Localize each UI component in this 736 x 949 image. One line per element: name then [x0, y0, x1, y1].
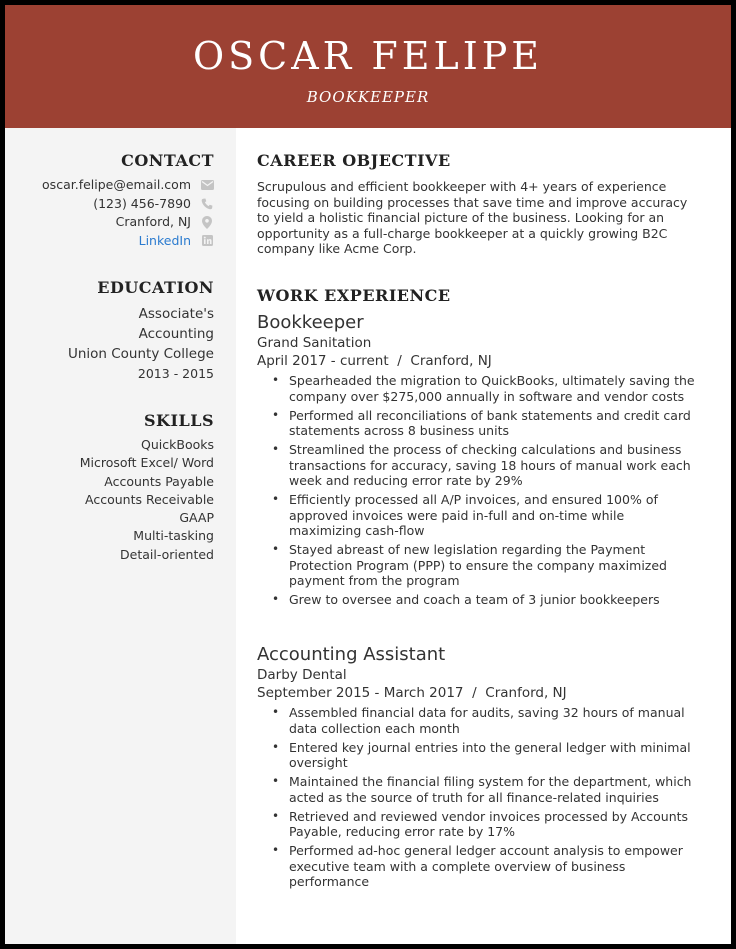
job-title: Accounting Assistant — [257, 644, 446, 665]
linkedin-link[interactable]: LinkedIn — [138, 232, 191, 248]
job-dates: April 2017 - current — [257, 353, 389, 369]
skill-item: GAAP — [179, 510, 214, 526]
location-text: Cranford, NJ — [115, 214, 191, 229]
job-title: Bookkeeper — [257, 312, 364, 333]
job-location: Cranford, NJ — [485, 685, 567, 701]
experience-heading: WORK EXPERIENCE — [257, 286, 451, 305]
contact-linkedin[interactable] — [5, 232, 214, 251]
resume-header — [5, 5, 731, 128]
map-pin-icon — [200, 216, 214, 228]
job-bullets — [257, 373, 697, 608]
school-name: Union County College — [67, 346, 214, 362]
skill-item: QuickBooks — [141, 437, 214, 452]
job-location: Cranford, NJ — [410, 353, 492, 369]
meta-separator: / — [467, 685, 481, 701]
skills-section — [5, 411, 214, 564]
degree-line-1: Associate's — [138, 306, 214, 322]
envelope-icon — [200, 179, 214, 191]
sidebar — [5, 128, 236, 944]
skill-item: Multi-tasking — [133, 528, 214, 544]
degree-line-2: Accounting — [138, 326, 214, 342]
email-text[interactable]: oscar.felipe@email.com — [42, 177, 191, 192]
education-heading: EDUCATION — [97, 278, 214, 297]
job-meta — [257, 352, 697, 370]
bullet-item: • Streamlined the process of checking calculations and business transactions for accuracy, saving 18 hours of manual work each week and reducing error rate by 29% — [257, 442, 697, 489]
contact-location — [5, 213, 214, 232]
education-section — [5, 278, 214, 384]
job-company: Grand Sanitation — [257, 335, 372, 351]
skill-item: Microsoft Excel/ Word — [79, 455, 214, 471]
skill-item: Detail-oriented — [120, 546, 214, 562]
linkedin-icon[interactable] — [200, 235, 214, 247]
bullet-item: • Grew to oversee and coach a team of 3 junior bookkeepers — [257, 592, 697, 608]
bullet-item: • Entered key journal entries into the general ledger with minimal oversight — [257, 740, 697, 771]
contact-phone[interactable] — [5, 195, 214, 214]
bullet-item: • Performed all reconciliations of bank statements and credit card statements across 8 business units — [257, 408, 697, 439]
contact-section — [5, 151, 214, 250]
bullet-item: • Performed ad-hoc general ledger account analysis to empower executive team with a complete overview of business performance — [257, 843, 697, 890]
bullet-item: • Maintained the financial filing system for the department, which acted as the source of truth for all finance-related inquiries — [257, 774, 697, 805]
job-meta — [257, 684, 697, 702]
bullet-item: • Spearheaded the migration to QuickBooks, ultimately saving the company over $275,000 annually in software and vendor costs — [257, 373, 697, 404]
skills-heading: SKILLS — [144, 411, 214, 430]
meta-separator: / — [392, 353, 407, 369]
skill-item: Accounts Receivable — [85, 491, 214, 507]
education-years: 2013 - 2015 — [137, 366, 214, 381]
bullet-item: • Stayed abreast of new legislation regarding the Payment Protection Program (PPP) to ensure the company maximized payment from the program — [257, 542, 697, 589]
contact-heading: CONTACT — [121, 151, 214, 170]
job-entry — [257, 312, 697, 611]
job-bullets — [257, 705, 697, 890]
phone-text[interactable]: (123) 456-7890 — [93, 195, 191, 211]
resume-page — [5, 5, 731, 944]
contact-email[interactable] — [5, 176, 214, 195]
skill-item: Accounts Payable — [104, 473, 214, 489]
bullet-item: • Efficiently processed all A/P invoices, and ensured 100% of approved invoices were paid in-full and on-time while maximizing cash-flow — [257, 492, 697, 539]
candidate-title: BOOKKEEPER — [306, 88, 430, 106]
objective-text: Scrupulous and efficient bookkeeper with 4+ years of experience focusing on building processes that save time and improve accuracy to yield a holistic financial picture of the business. Looking for an opportunity as a full-charge bookkeeper at a quickly growing B2C company like Acme Corp. — [257, 179, 688, 256]
phone-icon — [200, 198, 214, 210]
bullet-item: • Assembled financial data for audits, saving 32 hours of manual data collection each month — [257, 705, 697, 736]
candidate-name: OSCAR FELIPE — [192, 34, 544, 78]
bullet-item: • Retrieved and reviewed vendor invoices processed by Accounts Payable, reducing error rate by 17% — [257, 809, 697, 840]
objective-heading: CAREER OBJECTIVE — [257, 151, 451, 170]
job-entry — [257, 644, 697, 893]
job-company: Darby Dental — [257, 667, 347, 683]
job-dates: September 2015 - March 2017 — [257, 685, 464, 701]
